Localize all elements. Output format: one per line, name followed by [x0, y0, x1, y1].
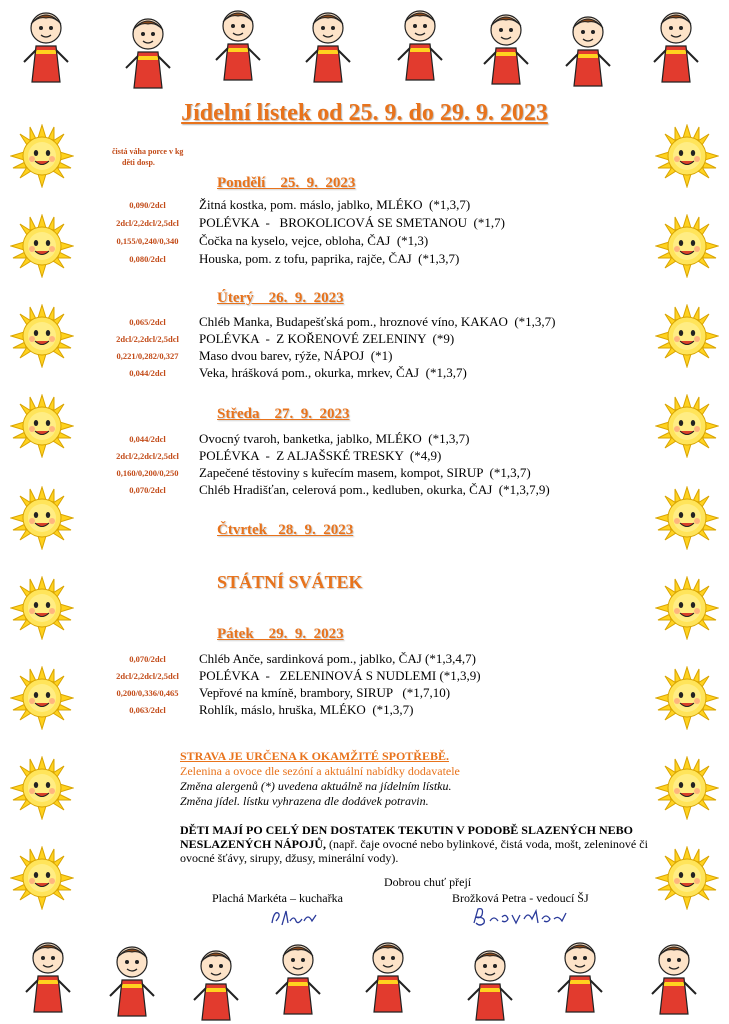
sun-icon — [655, 394, 719, 458]
menu-row — [100, 668, 660, 684]
menu-row — [100, 702, 660, 718]
portion-weight: 0,080/2dcl — [129, 254, 166, 264]
sun-icon — [655, 576, 719, 640]
portion-weight: 2dcl/2,2dcl/2,5dcl — [116, 451, 179, 461]
menu-row — [100, 431, 660, 447]
meal-description: Veka, hrášková pom., okurka, mrkev, ČAJ (*1,3,7) — [199, 365, 467, 380]
menu-row — [100, 348, 660, 364]
cartoon-character — [300, 6, 356, 84]
sun-icon — [10, 124, 74, 188]
menu-row — [100, 651, 660, 667]
portion-weight: 2dcl/2,2dcl/2,5dcl — [116, 334, 179, 344]
holiday-label: STÁTNÍ SVÁTEK — [217, 572, 363, 592]
meal-description: POLÉVKA - Z KOŘENOVÉ ZELENINY (*9) — [199, 331, 455, 346]
sun-icon — [10, 666, 74, 730]
meal-description: Chléb Manka, Budapešťská pom., hroznové víno, KAKAO (*1,3,7) — [199, 314, 556, 329]
meal-description: Houska, pom. z tofu, paprika, rajče, ČAJ (*1,3,7) — [199, 251, 460, 266]
cartoon-character — [360, 936, 416, 1014]
sun-icon — [10, 394, 74, 458]
sun-icon — [655, 846, 719, 910]
sun-icon — [10, 304, 74, 368]
sun-icon — [655, 486, 719, 550]
portion-weight: 0,200/0,336/0,465 — [116, 688, 179, 698]
menu-row — [100, 331, 660, 347]
greeting: Dobrou chuť přejí — [384, 875, 472, 889]
portion-weight: 0,070/2dcl — [129, 485, 166, 495]
meal-description: Maso dvou barev, rýže, NÁPOJ (*1) — [199, 348, 393, 363]
sun-icon — [10, 846, 74, 910]
sun-icon — [10, 214, 74, 278]
drinks-notice-detail: (např. čaje ovocné nebo bylinkové, čistá voda, mošt, zeleninové či ovocné šťávy, sirupy, džusy, minerální vody). — [180, 837, 648, 865]
day-heading-friday: Pátek 29. 9. 2023 — [217, 626, 344, 642]
portion-note-line1: čistá váha porce v kg — [112, 147, 184, 156]
head-signature — [470, 903, 580, 931]
cartoon-character — [104, 940, 160, 1018]
drinks-notice-bold: DĚTI MAJÍ PO CELÝ DEN DOSTATEK TEKUTIN V PODOBĚ SLAZENÝCH NEBO NESLAZENÝCH NÁPOJŮ, — [180, 823, 633, 851]
portion-weight: 0,065/2dcl — [129, 317, 166, 327]
page-title: Jídelní lístek od 25. 9. do 29. 9. 2023 — [181, 100, 548, 126]
menu-row — [100, 251, 660, 267]
meal-description: Chléb Anče, sardinková pom., jablko, ČAJ (*1,3,4,7) — [199, 651, 476, 666]
meal-description: POLÉVKA - ZELENINOVÁ S NUDLEMI (*1,3,9) — [199, 668, 481, 683]
sun-icon — [655, 756, 719, 820]
cook-name: Plachá Markéta – kuchařka — [212, 891, 343, 905]
meal-description: POLÉVKA - Z ALJAŠSKÉ TRESKY (*4,9) — [199, 448, 442, 463]
sun-icon — [655, 124, 719, 188]
menu-row — [100, 482, 660, 498]
menu-row — [100, 197, 660, 213]
cartoon-character — [20, 936, 76, 1014]
cartoon-character — [392, 4, 448, 82]
portion-weight: 2dcl/2,2dcl/2,5dcl — [116, 671, 179, 681]
cartoon-character — [646, 938, 702, 1016]
cartoon-character — [478, 8, 534, 86]
cartoon-character — [560, 10, 616, 88]
note-allergens: Změna alergenů (*) uvedena aktuálně na jídelním lístku. — [180, 779, 452, 793]
meal-description: Žitná kostka, pom. máslo, jablko, MLÉKO (*1,3,7) — [199, 197, 471, 212]
meal-description: Vepřové na kmíně, brambory, SIRUP (*1,7,10) — [199, 685, 451, 700]
drinks-notice — [180, 823, 650, 865]
meal-description: Chléb Hradišťan, celerová pom., kedluben, okurka, ČAJ (*1,3,7,9) — [199, 482, 550, 497]
portion-weight: 2dcl/2,2dcl/2,5dcl — [116, 218, 179, 228]
cartoon-character — [188, 944, 244, 1022]
portion-weight: 0,044/2dcl — [129, 368, 166, 378]
portion-weight: 0,044/2dcl — [129, 434, 166, 444]
meal-description: Zapečené těstoviny s kuřecím masem, kompot, SIRUP (*1,3,7) — [199, 465, 531, 480]
menu-row — [100, 233, 660, 249]
portion-weight: 0,063/2dcl — [129, 705, 166, 715]
menu-row — [100, 685, 660, 701]
sun-icon — [10, 486, 74, 550]
cartoon-character — [210, 4, 266, 82]
menu-row — [100, 448, 660, 464]
sun-icon — [655, 214, 719, 278]
cartoon-character — [648, 6, 704, 84]
portion-weight: 0,090/2dcl — [129, 200, 166, 210]
sun-icon — [655, 666, 719, 730]
sun-icon — [10, 756, 74, 820]
cartoon-character — [552, 936, 608, 1014]
note-menu-changes: Změna jídel. lístku vyhrazena dle dodávek potravin. — [180, 794, 429, 808]
meal-description: POLÉVKA - BROKOLICOVÁ SE SMETANOU (*1,7) — [199, 215, 505, 230]
menu-row — [100, 215, 660, 231]
cartoon-character — [18, 6, 74, 84]
menu-row — [100, 365, 660, 381]
portion-note-line2: děti dosp. — [122, 158, 155, 167]
day-heading-wednesday: Středa 27. 9. 2023 — [217, 406, 350, 422]
meal-description: Rohlík, máslo, hruška, MLÉKO (*1,3,7) — [199, 702, 414, 717]
notes-block — [180, 749, 640, 809]
menu-row — [100, 465, 660, 481]
day-heading-thursday: Čtvrtek 28. 9. 2023 — [217, 522, 354, 538]
note-immediate-consumption: STRAVA JE URČENA K OKAMŽITÉ SPOTŘEBĚ. — [180, 749, 449, 763]
portion-weight: 0,221/0,282/0,327 — [116, 351, 179, 361]
sun-icon — [10, 576, 74, 640]
portion-weight: 0,155/0,240/0,340 — [116, 236, 179, 246]
menu-row — [100, 314, 660, 330]
cartoon-character — [120, 12, 176, 90]
sun-icon — [655, 304, 719, 368]
cartoon-character — [462, 944, 518, 1022]
meal-description: Čočka na kyselo, vejce, obloha, ČAJ (*1,3) — [199, 233, 429, 248]
day-heading-tuesday: Úterý 26. 9. 2023 — [217, 290, 344, 306]
meal-description: Ovocný tvaroh, banketka, jablko, MLÉKO (*1,3,7) — [199, 431, 470, 446]
canteen-head-name: Brožková Petra - vedoucí ŠJ — [452, 891, 589, 905]
day-heading-monday: Pondělí 25. 9. 2023 — [217, 175, 356, 191]
portion-weight-note — [112, 146, 212, 168]
cartoon-character — [270, 938, 326, 1016]
portion-weight: 0,070/2dcl — [129, 654, 166, 664]
cook-signature — [268, 905, 328, 931]
portion-weight: 0,160/0,200/0,250 — [116, 468, 179, 478]
note-seasonal-produce: Zelenina a ovoce dle sezóní a aktuální nabídky dodavatele — [180, 764, 460, 778]
